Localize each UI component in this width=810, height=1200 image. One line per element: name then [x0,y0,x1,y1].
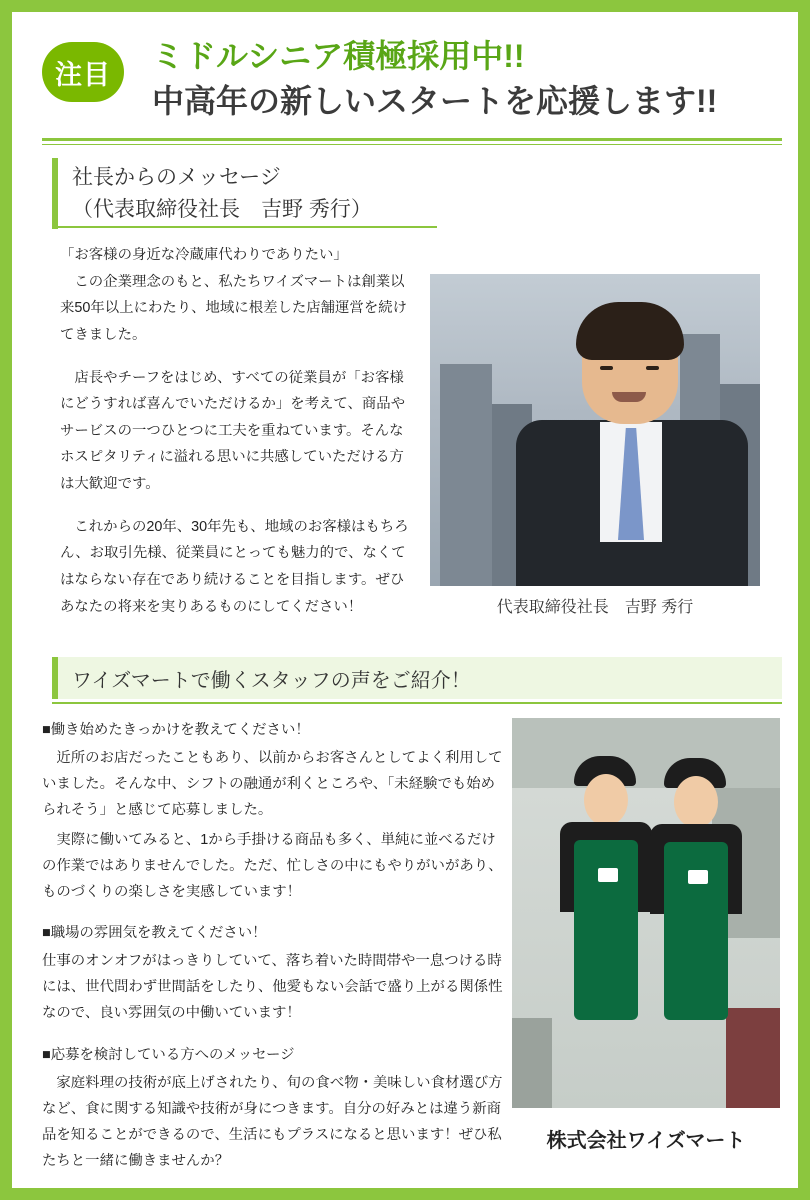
store-shelf [512,718,780,788]
staff-voice-body [42,718,507,1191]
person-eye-right [646,366,659,370]
store-shelf [512,1018,552,1108]
president-photo-caption: 代表取締役社長 吉野 秀行 [496,599,694,616]
president-paragraph-1: この企業理念のもと、私たちワイズマートは創業以来50年以上にわたり、地域に根差した店舗運営を続けてきました。 [60,273,407,343]
staff-answer-2-0: 家庭料理の技術が底上げされたり、旬の食べ物・美味しい食材選び方など、食に関する知識や技術が身につきます。自分の好みとは違う新商品を知ることができるので、生活にもプラスになると思います！ぜひ私たちと一緒に働きませんか？ [42,1075,503,1169]
staff-question-2: ■応募を検討している方へのメッセージ [42,1047,295,1064]
header-divider-thin [42,144,782,145]
president-message-body [60,242,410,636]
staff-voice-band-title: ワイズマートで働くスタッフの声をご紹介！ [72,669,471,692]
page-border-right [798,0,810,1200]
staff-question-0: ■働き始めたきっかけを教えてください！ [42,722,310,738]
staff-answer-0-1: 実際に働いてみると、1から手掛ける商品も多く、単純に並べるだけの作業ではありませんでした。ただ、忙しさの中にもやりがいがあり、ものづくりの楽しさを実感しています！ [42,831,503,900]
president-message-title-line-1: 社長からのメッセージ [72,166,281,189]
staff-voice-block [42,921,507,1027]
staff-head [584,774,628,826]
page-border-left [0,0,12,1200]
attention-badge: 注目 [42,42,124,102]
staff-question-1: ■職場の雰囲気を教えてください！ [42,925,267,942]
header [12,12,798,130]
staff-answer-0-0: 近所のお店だったこともあり、以前からお客さんとしてよく利用していました。そんな中、シフトの融通が利くところや、「未経験でも始められそう」と感じて応募しました。 [42,749,503,818]
president-message-underline [52,226,437,228]
staff-apron [574,840,638,1020]
header-divider-thick [42,138,782,141]
headline-line-1: ミドルシニア積極採用中!! [152,38,525,74]
person-mouth [612,392,646,402]
president-paragraph-2: 店長やチーフをはじめ、すべての従業員が「お客様にどうすれば喜んでいただけるか」を考えて、商品やサービスの一つひとつに工夫を重ねています。そんなホスピタリティに溢れる思いに共感していただける方は大歓迎です。 [60,369,406,493]
staff-voice-band [52,657,782,699]
apron-logo [598,868,618,882]
header-headline [152,34,782,124]
headline-line-2: 中高年の新しいスタートを応援します!! [152,82,718,119]
president-message-title [52,158,482,229]
staff-answer-1-0: 仕事のオンオフがはっきりしていて、落ち着いた時間帯や一息つける時には、世代問わず世間話をしたり、他愛もない会話で盛り上がる関係性なので、良い雰囲気の中働いています！ [42,953,503,1022]
product-box [726,1008,780,1108]
staff-head [674,776,718,828]
person-hair [576,302,684,360]
apron-logo [688,870,708,884]
page-border-top [0,0,810,12]
company-name: 株式会社ワイズマート [546,1130,746,1152]
staff-photo [512,718,780,1108]
president-paragraph-0: 「お客様の身近な冷蔵庫代わりでありたい」 [60,247,348,263]
staff-apron [664,842,728,1020]
staff-voice-block [42,718,507,905]
staff-voice-underline [52,702,782,704]
president-paragraph-3: これからの20年、30年先も、地域のお客様はもちろん、お取引先様、従業員にとっても魅力的で、なくてはならない存在であり続けることを目指します。ぜひあなたの将来を実りあるものにしてください！ [60,518,409,615]
president-photo [430,274,760,586]
staff-voice-block [42,1043,507,1175]
person-eye-left [600,366,613,370]
page-content [12,12,798,1188]
building-shape [440,364,492,586]
president-message-title-line-2: （代表取締役社長 吉野 秀行） [72,197,372,221]
